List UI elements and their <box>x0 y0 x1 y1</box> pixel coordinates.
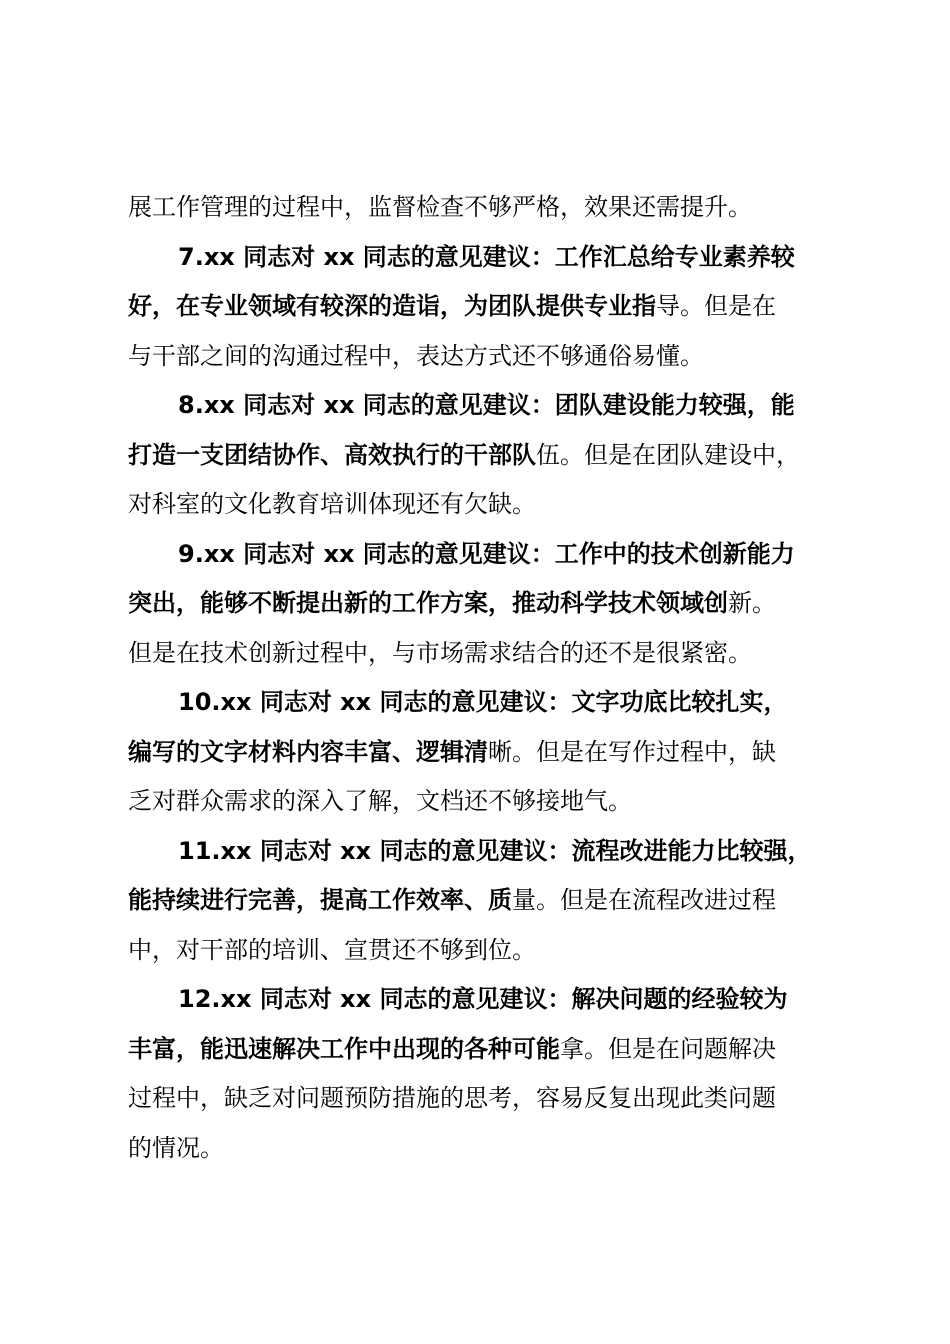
bold-text: 8.xx 同志对 xx 同志的意见建议：团队建设能力较强，能 <box>178 391 795 419</box>
text-line <box>128 678 848 728</box>
normal-text: 拿。但是在问题解决 <box>560 1034 776 1063</box>
normal-text: 过程中，缺乏对问题预防措施的思考，容易反复出现此类问题 <box>128 1084 776 1112</box>
paragraph-item-10 <box>128 678 848 827</box>
bold-text: 11.xx 同志对 xx 同志的意见建议：流程改进能力比较强， <box>178 836 812 865</box>
normal-text: 的情况。 <box>128 1133 224 1162</box>
bold-text: 编写的文字材料内容丰富、逻辑清 <box>128 737 488 766</box>
text-line <box>128 728 848 778</box>
text-line <box>128 1124 848 1174</box>
document-page <box>128 183 848 1173</box>
bold-text: 好，在专业领域有较深的造诣，为团队提供专业指 <box>128 292 656 320</box>
normal-text: 伍。但是在团队建设中， <box>536 440 800 469</box>
normal-text: 展工作管理的过程中，监督检查不够严格，效果还需提升。 <box>128 193 752 221</box>
normal-text: 导。但是在 <box>656 292 776 320</box>
normal-text: 对科室的文化教育培训体现还有欠缺。 <box>128 490 536 518</box>
paragraph-item-11 <box>128 827 848 976</box>
normal-text: 中，对干部的培训、宣贯还不够到位。 <box>128 935 536 964</box>
bold-text: 12.xx 同志对 xx 同志的意见建议：解决问题的经验较为 <box>178 985 788 1013</box>
normal-text: 晰。但是在写作过程中，缺 <box>488 737 776 766</box>
text-line <box>128 183 848 233</box>
normal-text: 乏对群众需求的深入了解，文档还不够接地气。 <box>128 787 632 815</box>
normal-text: 新。 <box>728 589 776 617</box>
text-line <box>128 282 848 332</box>
text-line <box>128 480 848 530</box>
normal-text: 与干部之间的沟通过程中，表达方式还不够通俗易懂。 <box>128 341 704 370</box>
paragraph-item-12 <box>128 975 848 1173</box>
text-line <box>128 1074 848 1124</box>
bold-text: 能持续进行完善，提高工作效率、质 <box>128 886 512 914</box>
normal-text: 但是在技术创新过程中，与市场需求结合的还不是很紧密。 <box>128 638 752 667</box>
text-line <box>128 233 848 283</box>
text-line <box>128 579 848 629</box>
text-line <box>128 431 848 481</box>
text-line <box>128 530 848 580</box>
text-line <box>128 381 848 431</box>
paragraph-item-9 <box>128 530 848 679</box>
bold-text: 丰富，能迅速解决工作中出现的各种可能 <box>128 1034 560 1063</box>
normal-text: 量。但是在流程改进过程 <box>512 886 776 914</box>
bold-text: 10.xx 同志对 xx 同志的意见建议：文字功底比较扎实， <box>178 688 788 716</box>
text-line <box>128 629 848 679</box>
paragraph-continuation <box>128 183 848 233</box>
bold-text: 突出，能够不断提出新的工作方案，推动科学技术领域创 <box>128 589 728 617</box>
text-line <box>128 975 848 1025</box>
bold-text: 打造一支团结协作、高效执行的干部队 <box>128 440 536 469</box>
paragraph-item-7 <box>128 233 848 382</box>
text-line <box>128 1025 848 1075</box>
paragraph-item-8 <box>128 381 848 530</box>
bold-text: 9.xx 同志对 xx 同志的意见建议：工作中的技术创新能力 <box>178 539 795 568</box>
text-line <box>128 777 848 827</box>
text-line <box>128 876 848 926</box>
bold-text: 7.xx 同志对 xx 同志的意见建议：工作汇总给专业素养较 <box>178 242 795 271</box>
text-line <box>128 827 848 877</box>
text-line <box>128 926 848 976</box>
text-line <box>128 332 848 382</box>
